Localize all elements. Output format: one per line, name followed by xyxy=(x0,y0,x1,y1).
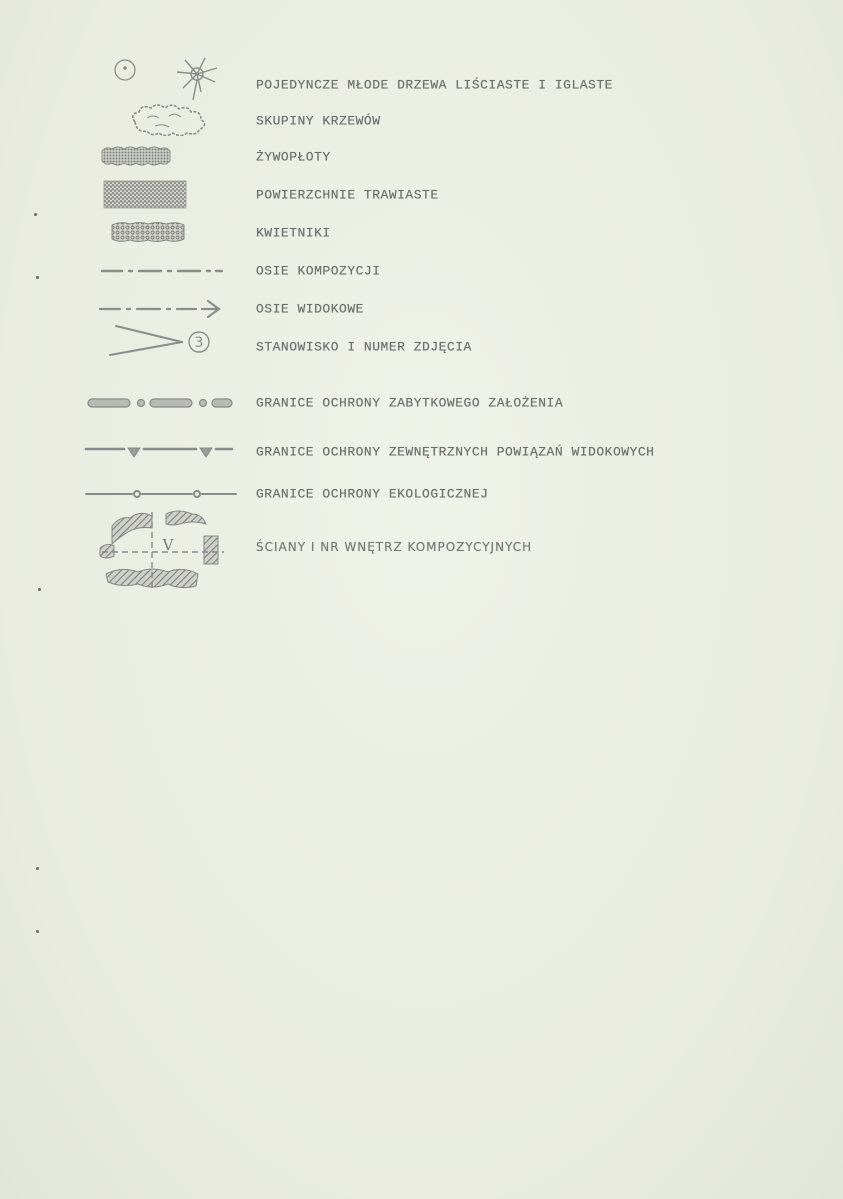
legend-row-external-view-boundary xyxy=(0,435,843,469)
legend-label: POJEDYNCZE MŁODE DRZEWA LIŚCIASTE I IGLASTE xyxy=(256,77,613,93)
legend-row-ecological-boundary xyxy=(0,477,843,511)
legend-label: KWIETNIKI xyxy=(256,225,331,241)
flowerbed-icon xyxy=(110,220,186,244)
margin-mark xyxy=(38,588,41,591)
legend-label: ŻYWOPŁOTY xyxy=(256,149,331,165)
legend-row-composition-interiors xyxy=(0,530,843,564)
external-view-protection-boundary-icon xyxy=(84,443,234,461)
photo-number: 3 xyxy=(194,335,204,351)
legend-row-composition-axes xyxy=(0,254,843,288)
legend-label: SKUPINY KRZEWÓW xyxy=(256,113,381,129)
legend-label: GRANICE OCHRONY EKOLOGICZNEJ xyxy=(256,486,489,502)
legend-label: GRANICE OCHRONY ZEWNĘTRZNYCH POWIĄZAŃ WIDOKOWYCH xyxy=(256,444,655,460)
margin-mark xyxy=(36,867,39,870)
shrub-group-icon xyxy=(125,102,220,136)
legend-label: STANOWISKO I NUMER ZDJĘCIA xyxy=(256,339,472,355)
view-axis-icon xyxy=(98,298,224,318)
legend-row-shrub-groups xyxy=(0,104,843,138)
photo-point-icon xyxy=(106,322,216,366)
legend-label: ŚCIANY I NR WNĘTRZ KOMPOZYCYJNYCH xyxy=(256,540,533,554)
interior-number: V xyxy=(162,536,174,554)
ecological-protection-boundary-icon xyxy=(84,487,238,501)
hedge-icon xyxy=(100,145,172,167)
legend-label: POWIERZCHNIE TRAWIASTE xyxy=(256,187,439,203)
legend-row-flowerbeds xyxy=(0,216,843,250)
composition-axis-icon xyxy=(100,266,224,276)
single-trees-icon xyxy=(105,56,225,104)
legend-row-photo-point xyxy=(0,330,843,364)
legend-row-single-trees xyxy=(0,68,843,102)
composition-interior-icon xyxy=(98,508,228,590)
margin-mark xyxy=(36,930,39,933)
grass-area-icon xyxy=(103,180,187,210)
legend-row-hedges xyxy=(0,140,843,174)
legend-row-monument-boundary xyxy=(0,386,843,420)
monument-protection-boundary-icon xyxy=(86,396,234,410)
legend-label: GRANICE OCHRONY ZABYTKOWEGO ZAŁOŻENIA xyxy=(256,395,564,411)
legend-row-grass xyxy=(0,178,843,212)
legend-row-view-axes xyxy=(0,292,843,326)
legend-label: OSIE KOMPOZYCJI xyxy=(256,263,381,279)
legend-label: OSIE WIDOKOWE xyxy=(256,301,364,317)
